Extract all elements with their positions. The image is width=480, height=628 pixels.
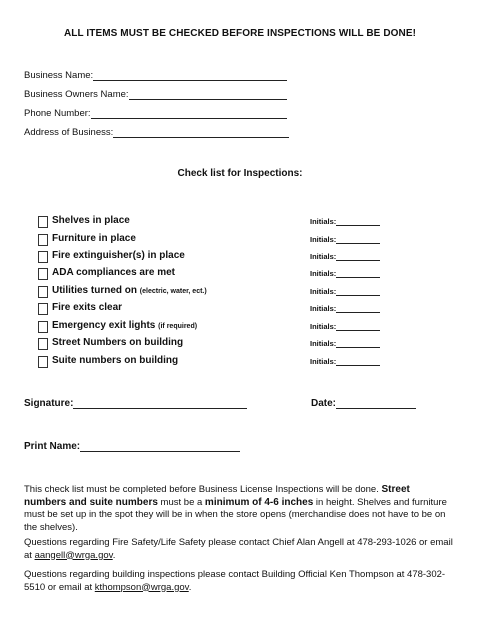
initials-line[interactable]: [336, 287, 380, 296]
initials-field[interactable]: [310, 252, 380, 261]
phone-number-field[interactable]: [24, 108, 287, 119]
initials-label: Initials:: [310, 339, 337, 348]
checkbox[interactable]: [38, 286, 48, 298]
item-label: Shelves in place: [52, 215, 130, 226]
signature-line[interactable]: [73, 398, 247, 409]
initials-label: Initials:: [310, 252, 337, 261]
checkbox[interactable]: [38, 356, 48, 368]
checklist-item-fire-exits: [38, 302, 458, 316]
initials-field[interactable]: [310, 357, 380, 366]
note-text: .: [112, 549, 116, 561]
business-address-label: Address of Business:: [24, 127, 114, 138]
checklist-item-emergency-lights: [38, 320, 458, 334]
initials-label: Initials:: [310, 235, 337, 244]
note-text: Questions regarding building inspections please contact Building Official Ken Thompson at 478-302-5510 or email at: [24, 569, 446, 593]
item-note: (if required): [158, 323, 198, 330]
initials-field[interactable]: [310, 304, 380, 313]
note-emphasis: Street numbers and suite numbers: [24, 484, 410, 508]
initials-line[interactable]: [336, 322, 380, 331]
item-label: [52, 285, 207, 296]
checkbox[interactable]: [38, 234, 48, 246]
item-label: Fire extinguisher(s) in place: [52, 250, 185, 261]
note-text: This check list must be completed before Business License Inspections will be done.: [24, 484, 382, 495]
initials-label: Initials:: [310, 304, 337, 313]
checkbox[interactable]: [38, 251, 48, 263]
business-owner-field[interactable]: [24, 89, 287, 100]
note-text: Questions regarding Fire Safety/Life Safety please contact Chief Alan Angell at 478-293-1026 or email at: [24, 537, 453, 561]
print-name-field[interactable]: [24, 441, 240, 452]
signature-label: Signature:: [24, 398, 74, 409]
item-note: (electric, water, ect.): [139, 288, 207, 295]
initials-label: Initials:: [310, 217, 337, 226]
initials-line[interactable]: [336, 357, 380, 366]
initials-label: Initials:: [310, 287, 337, 296]
initials-line[interactable]: [336, 235, 380, 244]
date-label: Date:: [311, 398, 337, 409]
page-title: ALL ITEMS MUST BE CHECKED BEFORE INSPECTIONS WILL BE DONE!: [63, 28, 417, 39]
checkbox[interactable]: [38, 303, 48, 315]
note-text: must be a: [157, 496, 205, 508]
note-text: in height. Shelves and furniture must be set up in the spot they will be in when the store opens (merchandise does not have to be on the shelves).: [24, 496, 447, 533]
phone-number-label: Phone Number:: [24, 108, 91, 119]
item-label-text: Emergency exit lights: [52, 320, 156, 331]
checklist-item-shelves: [38, 215, 458, 229]
building-inspection-contact-note: [24, 569, 454, 594]
fire-safety-contact-note: [24, 537, 454, 562]
item-label: Fire exits clear: [52, 302, 123, 313]
initials-line[interactable]: [336, 217, 380, 226]
checkbox[interactable]: [38, 338, 48, 350]
checklist-item-utilities: [38, 285, 458, 299]
checkbox[interactable]: [38, 321, 48, 333]
checklist-item-suite-numbers: [38, 355, 458, 369]
date-line[interactable]: [336, 398, 416, 409]
date-field[interactable]: [311, 398, 416, 409]
initials-label: Initials:: [310, 357, 337, 366]
business-address-field[interactable]: [24, 127, 289, 138]
initials-line[interactable]: [336, 304, 380, 313]
checklist-title: Check list for Inspections:: [177, 168, 303, 179]
initials-line[interactable]: [336, 339, 380, 348]
note-emphasis: minimum of 4-6 inches: [204, 496, 314, 508]
initials-field[interactable]: [310, 322, 380, 331]
item-label-text: Utilities turned on: [52, 285, 137, 296]
initials-field[interactable]: [310, 339, 380, 348]
initials-label: Initials:: [310, 269, 337, 278]
print-name-label: Print Name:: [24, 441, 81, 452]
business-owner-line[interactable]: [129, 89, 287, 100]
initials-line[interactable]: [336, 269, 380, 278]
checklist-item-furniture: [38, 233, 458, 247]
initials-field[interactable]: [310, 287, 380, 296]
initials-field[interactable]: [310, 235, 380, 244]
item-label: ADA compliances are met: [52, 267, 176, 278]
business-owner-label: Business Owners Name:: [24, 89, 129, 100]
initials-line[interactable]: [336, 252, 380, 261]
signature-field[interactable]: [24, 398, 247, 409]
business-address-line[interactable]: [113, 127, 289, 138]
business-name-line[interactable]: [93, 70, 287, 81]
item-label: Suite numbers on building: [52, 355, 179, 366]
business-name-label: Business Name:: [24, 70, 94, 81]
completion-requirements-note: [24, 484, 454, 534]
checklist-item-street-numbers: [38, 337, 458, 351]
building-official-email-link[interactable]: kthompson@wrga.gov: [94, 581, 189, 593]
item-label: Furniture in place: [52, 233, 136, 244]
checklist-item-fire-extinguisher: [38, 250, 458, 264]
phone-number-line[interactable]: [91, 108, 287, 119]
initials-label: Initials:: [310, 322, 337, 331]
print-name-line[interactable]: [80, 441, 240, 452]
item-label: Street Numbers on building: [52, 337, 184, 348]
initials-field[interactable]: [310, 217, 380, 226]
business-name-field[interactable]: [24, 70, 287, 81]
note-text: .: [188, 581, 192, 593]
checkbox[interactable]: [38, 268, 48, 280]
fire-safety-email-link[interactable]: aangell@wrga.gov: [34, 549, 113, 561]
initials-field[interactable]: [310, 269, 380, 278]
item-label: [52, 320, 197, 331]
checklist-item-ada: [38, 267, 458, 281]
checkbox[interactable]: [38, 216, 48, 228]
